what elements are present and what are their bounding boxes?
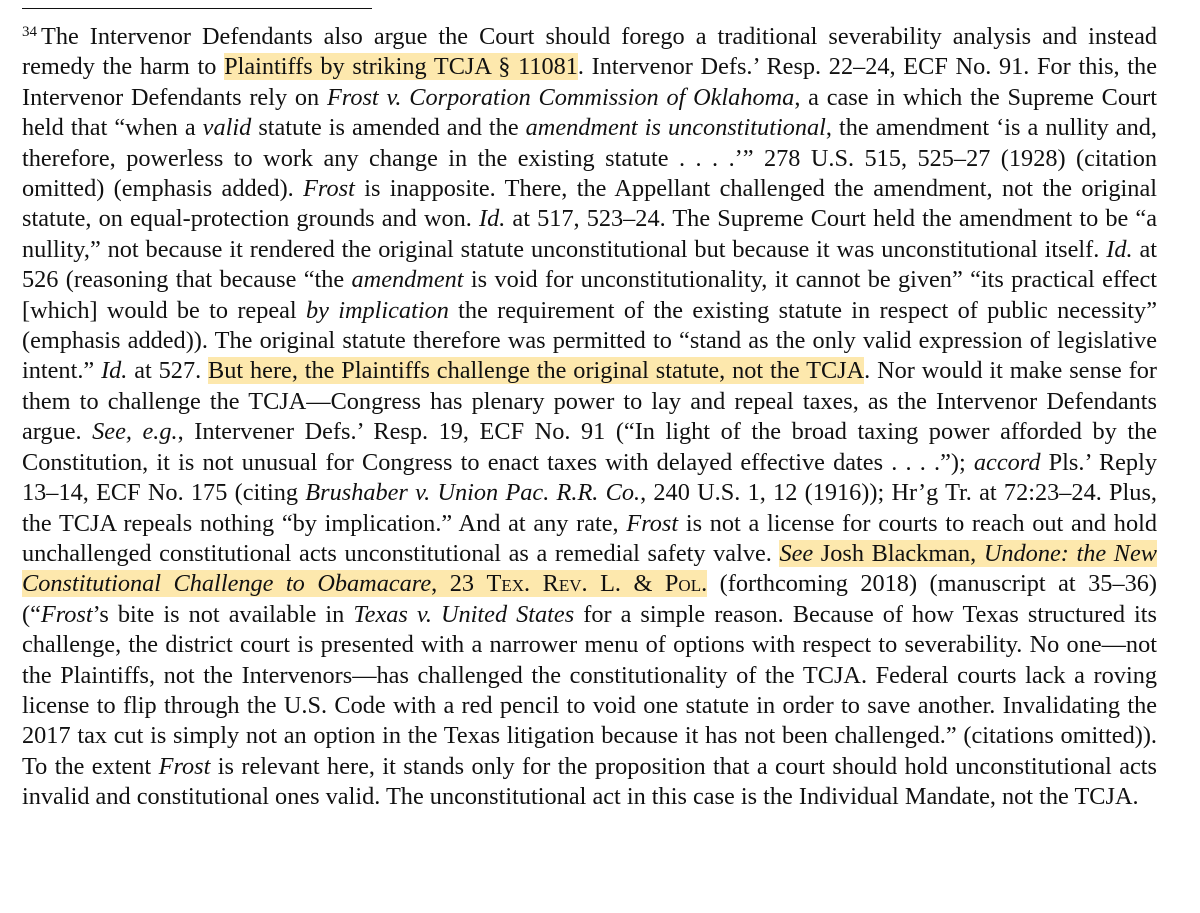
text-segment: statute is amended and the [251,114,526,142]
italic-text-segment: accord [973,448,1041,476]
text-segment: at 517, 523–24. The Supreme Court held the amendment to be “a nullity,” not because it rendered the original statute unconstitutional but because it was unconstitutional itself. [22,205,1157,263]
italic-text-segment: amendment is unconstitutional [525,114,826,142]
italic-text-segment: Frost [626,509,679,537]
text-segment: . Nor would it make sense for them to challenge the TCJA—Congress has plenary power to lay and repeal taxes, as the Intervenor Defendants argue. [22,357,1158,446]
italic-text-segment: Frost v. Corporation Commission of Oklahoma [326,83,795,111]
highlighted-text-segment: But here, the Plaintiffs challenge the original statute, not the TCJA [208,357,865,385]
text-segment: The Intervenor Defendants also argue the Court should forego a traditional severability analysis and instead remedy the harm to [22,23,1157,81]
italic-text-segment: Id. [101,357,128,385]
text-segment: is relevant here, it stands only for the proposition that a court should hold unconstitutional acts invalid and constitutional ones valid. The unconstitutional act in this case is the Individual Mandate, not the TCJA. [22,752,1157,811]
italic-text-segment: Frost [158,752,211,780]
text-segment: at 526 (reasoning that because “the [22,235,1158,294]
footnote-separator-rule [22,8,372,9]
text-segment: is not a license for courts to reach out and hold unchallenged constitutional acts unconstitutional as a remedial safety valve. [22,509,1157,567]
highlighted-text-segment: Undone: the New Constitutional Challenge to Obamacare [22,539,1157,598]
italic-text-segment: Texas v. United States [353,600,575,628]
italic-text-segment: amendment [351,266,464,294]
italic-text-segment: Id. [1106,235,1133,263]
italic-text-segment: See, e.g. [92,418,178,446]
italic-text-segment: by implication [305,296,449,324]
text-segment: , 240 U.S. 1, 12 (1916)); Hr’g Tr. at 72:23–24. Plus, the TCJA repeals nothing “by implication.” And at any rate, [22,479,1157,537]
italic-text-segment: valid [202,114,252,142]
text-segment: the requirement of the existing statute in respect of public necessity” (emphasis added)). The original statute therefore was permitted to “stand as the only valid expression of legislative intent.” [22,296,1157,385]
text-segment: (forthcoming 2018) (manuscript at 35–36) (“ [22,570,1157,628]
italic-text-segment: Frost [40,600,93,628]
text-segment: at 527. [127,357,209,385]
text-segment: for a simple reason. Because of how Texas structured its challenge, the district court is presented with a narrower menu of options with respect to severability. No one—not the Plaintiffs, not the Intervenors—has challenged the constitutionality of the TCJA. Federal courts lack a roving license to flip through the U.S. Code with a red pencil to void one statute in order to save another. Invalidating the 2017 tax cut is simply not an option in the Texas litigation because it has not been challenged.” (citations omitted)). To the extent [22,600,1158,780]
text-segment: , a case in which the Supreme Court held that “when a [22,83,1157,142]
highlighted-text-segment: , 23 [431,570,487,598]
text-segment: is void for unconstitutionality, it cannot be given” “its practical effect [which] would be to repeal [22,266,1158,324]
italic-text-segment: Id. [478,205,506,233]
highlighted-text-segment: Tex. Rev. L. & Pol. [486,570,708,598]
highlighted-text-segment: Josh Blackman, [813,539,984,567]
italic-text-segment: Brushaber v. Union Pac. R.R. Co. [305,479,641,507]
text-segment: is inapposite. There, the Appellant challenged the amendment, not the original statute, on equal-protection grounds and won. [22,175,1157,233]
highlighted-text-segment: Plaintiffs by striking TCJA § 11081 [224,53,578,81]
footnote-number: 34 [22,24,37,40]
text-segment: ’s bite is not available in [92,600,354,628]
text-segment: , Intervener Defs.’ Resp. 19, ECF No. 91 (“In light of the broad taxing power afforded by the Constitution, it is not unusual for Congress to enact taxes with delayed effective dates . . . .”); [22,418,1158,476]
footnote-body [22,23,1157,810]
text-segment: . Intervenor Defs.’ Resp. 22–24, ECF No. 91. For this, the Intervenor Defendants rely on [22,53,1157,111]
highlighted-text-segment: See [779,539,814,567]
footnote-34 [22,22,1157,813]
text-segment: Pls.’ Reply 13–14, ECF No. 175 (citing [22,448,1157,507]
italic-text-segment: Frost [303,175,355,203]
text-segment: , the amendment ‘is a nullity and, therefore, powerless to work any change in the existing statute . . . .’” 278 U.S. 515, 525–27 (1928) (citation omitted) (emphasis added). [22,114,1157,203]
